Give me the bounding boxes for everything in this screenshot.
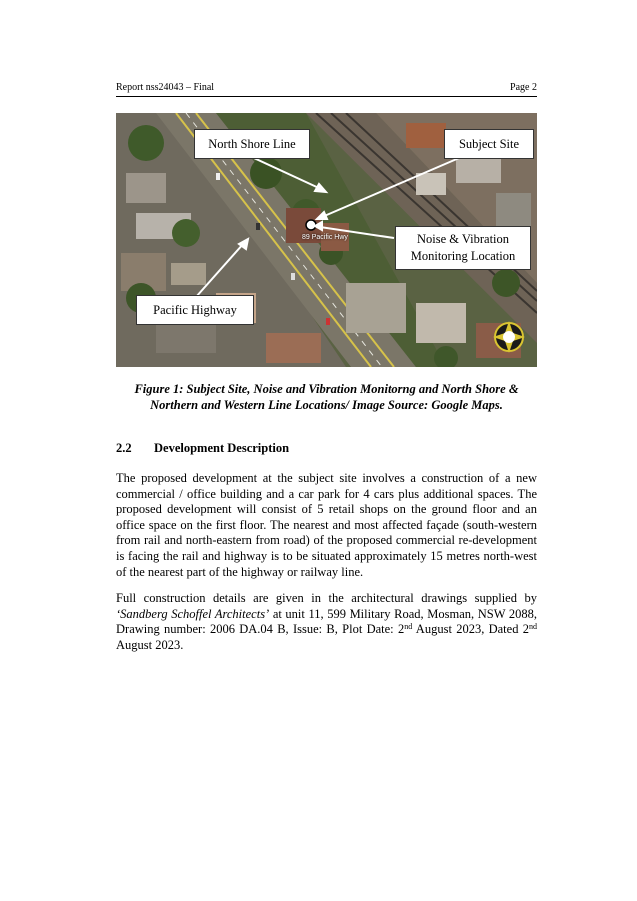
aerial-map-figure: [116, 113, 537, 367]
page-number: Page 2: [510, 82, 537, 93]
report-title: Report nss24043 – Final: [116, 82, 215, 93]
north-shore-line-callout: North Shore Line: [194, 129, 310, 159]
section-number: 2.2: [116, 441, 132, 455]
map-pin-label: 89 Pacific Hwy: [302, 234, 348, 241]
page-header: [116, 82, 537, 97]
section-heading: [116, 441, 537, 456]
architect-name: ‘Sandberg Schoffel Architects’: [116, 606, 270, 621]
development-description-paragraph: The proposed development at the subject site involves a construction of a new commercial / office building and a car park for 4 cars plus additional spaces. The proposed development will consist of 5 retail shops on the ground floor and an office space on the first floor. The nearest and most affected façade (south-western from rail and north-eastern from road) of the proposed commercial re-development is facing the rail and highway is to be situated approximately 15 metres north-west of the nearest part of the highway or railway line.: [116, 471, 537, 579]
construction-details-paragraph: Full construction details are given in the architectural drawings supplied by ‘Sandberg Schoffel Architects’ at unit 11, 599 Military Road, Mosman, NSW 2088, Drawing number: 2006 DA.04 B, Issue: B, Plot Date: 2nd August 2023, Dated 2nd August 2023.: [116, 591, 537, 652]
pacific-highway-callout: Pacific Highway: [136, 295, 254, 325]
section-title: Development Description: [154, 441, 290, 455]
figure-caption: Figure 1: Subject Site, Noise and Vibration Monitorng and North Shore & Northern and Western Line Locations/ Image Source: Google Maps.: [134, 382, 519, 412]
noise-monitoring-callout: Noise & Vibration Monitoring Location: [395, 226, 531, 270]
subject-site-callout: Subject Site: [444, 129, 534, 159]
